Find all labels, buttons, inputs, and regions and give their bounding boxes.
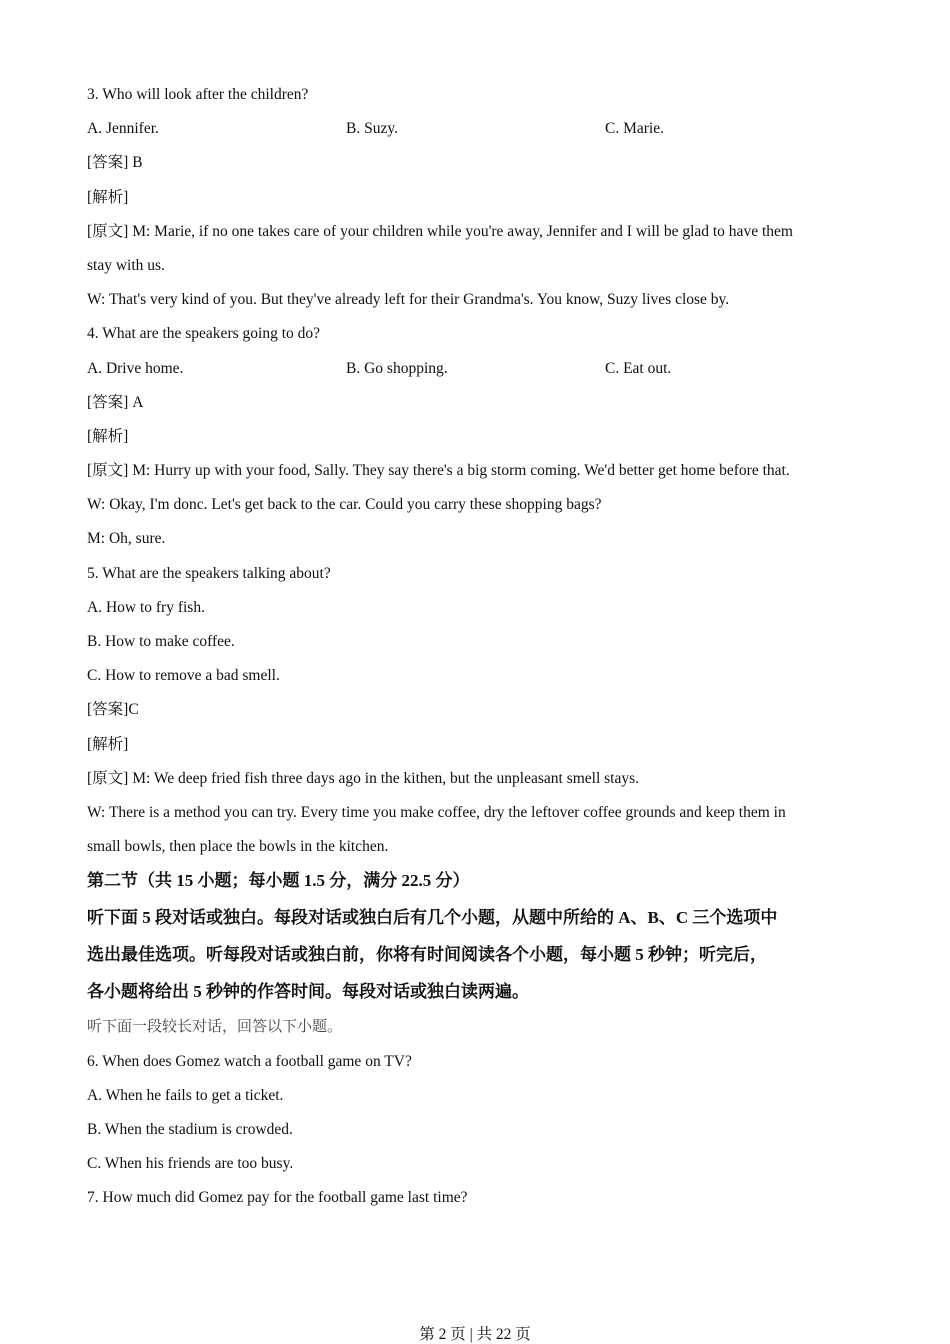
question-4-options (87, 352, 867, 386)
document-body (87, 78, 867, 1216)
option-a: A. When he fails to get a ticket. (87, 1086, 284, 1104)
option-b: B. When the stadium is crowded. (87, 1120, 293, 1138)
transcript-4-line: M: Oh, sure. (87, 530, 166, 548)
question-6: 6. When does Gomez watch a football game on TV? (87, 1052, 412, 1070)
option-c: C. How to remove a bad smell. (87, 667, 280, 685)
transcript-4-line: [原文] M: Hurry up with your food, Sally. They say there's a big storm coming. We'd better get home before that. (87, 462, 790, 480)
question-4: 4. What are the speakers going to do? (87, 325, 320, 343)
section-instructions-line: 各小题将给出 5 秒钟的作答时间。每段对话或独白读两遍。 (87, 982, 529, 1002)
listening-note: 听下面一段较长对话，回答以下小题。 (87, 1019, 343, 1036)
option-c: C. When his friends are too busy. (87, 1155, 294, 1173)
question-5: 5. What are the speakers talking about? (87, 564, 331, 582)
section-heading: 第二节（共 15 小题；每小题 1.5 分，满分 22.5 分） (87, 871, 470, 891)
section-instructions-line: 选出最佳选项。听每段对话或独白前，你将有时间阅读各个小题，每小题 5 秒钟；听完后， (87, 944, 767, 964)
section-instructions-line: 听下面 5 段对话或独白。每段对话或独白后有几个小题，从题中所给的 A、B、C 三个选项中 (87, 907, 778, 927)
option-b: B. Suzy. (346, 120, 398, 138)
transcript-3-line: stay with us. (87, 256, 165, 274)
page-footer: 第 2 页 | 共 22 页 (419, 1326, 531, 1343)
analysis-5: [解析] (87, 735, 129, 753)
question-7: 7. How much did Gomez pay for the football game last time? (87, 1189, 468, 1207)
transcript-5-line: W: There is a method you can try. Every time you make coffee, dry the leftover coffee grounds and keep them in (87, 803, 786, 821)
transcript-5-line: [原文] M: We deep fried fish three days ago in the kithen, but the unpleasant smell stays. (87, 769, 640, 787)
analysis-3: [解析] (87, 188, 129, 206)
transcript-4-line: W: Okay, I'm donc. Let's get back to the car. Could you carry these shopping bags? (87, 496, 602, 514)
option-c: C. Marie. (605, 120, 664, 138)
option-a: A. How to fry fish. (87, 598, 205, 616)
analysis-4: [解析] (87, 427, 129, 445)
transcript-3-line: [原文] M: Marie, if no one takes care of your children while you're away, Jennifer and I will be glad to have them (87, 222, 793, 240)
transcript-3-line: W: That's very kind of you. But they've already left for their Grandma's. You know, Suzy lives close by. (87, 291, 730, 309)
option-b: B. How to make coffee. (87, 633, 235, 650)
answer-4: [答案] A (87, 393, 144, 411)
question-3: 3. Who will look after the children? (87, 86, 309, 103)
option-b: B. Go shopping. (346, 359, 448, 377)
transcript-5-line: small bowls, then place the bowls in the kitchen. (87, 838, 389, 856)
question-3-options (87, 112, 867, 146)
option-a: A. Jennifer. (87, 120, 159, 138)
answer-5: [答案]C (87, 701, 139, 719)
option-a: A. Drive home. (87, 359, 184, 377)
option-c: C. Eat out. (605, 359, 672, 377)
answer-3: [答案] B (87, 154, 143, 172)
